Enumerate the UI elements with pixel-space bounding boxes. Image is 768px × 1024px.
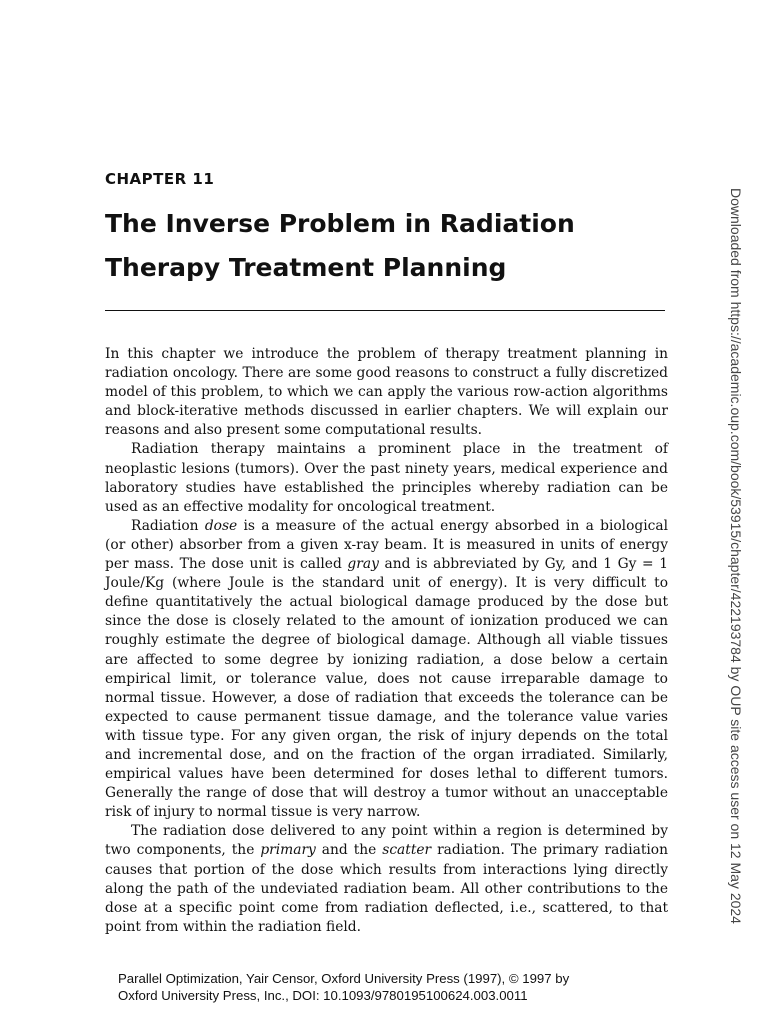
- footer-line-2: Oxford University Press, Inc., DOI: 10.1093/9780195100624.003.0011: [118, 988, 528, 1003]
- paragraph-1: In this chapter we introduce the problem of therapy treatment planning in radiation oncology. There are some good reasons to construct a fully discretized model of this problem, to which we can apply the various row-action algorithms and block-iterative methods discussed in earlier chapters. We will explain our reasons and also present some computational results.: [105, 346, 668, 439]
- paragraph-3: [105, 517, 668, 823]
- paragraph-4: [105, 822, 668, 937]
- paragraph-4-text-b: and the: [315, 842, 383, 859]
- body-text: [105, 345, 668, 937]
- paragraph-4-text-c: radiation. The primary radiation causes that portion of the dose which results from interactions lying directly along the path of the undeviated radiation beam. All other contributions to the dose at a specific point come from radiation deflected, i.e., scattered, to that point from within the radiation field.: [105, 842, 668, 935]
- term-dose: dose: [204, 517, 238, 534]
- title-rule: [105, 310, 665, 311]
- chapter-title: The Inverse Problem in Radiation Therapy Treatment Planning: [105, 209, 575, 282]
- footer-line-1: Parallel Optimization, Yair Censor, Oxford University Press (1997), © 1997 by: [118, 971, 570, 986]
- paragraph-2: Radiation therapy maintains a prominent place in the treatment of neoplastic lesions (tumors). Over the past ninety years, medical experience and laboratory studies have established the principles whereby radiation can be used as an effective modality for oncological treatment.: [105, 441, 668, 515]
- term-gray: gray: [347, 556, 379, 573]
- chapter-label: CHAPTER 11: [105, 170, 215, 188]
- paragraph-3-text-a: Radiation: [131, 517, 205, 534]
- download-watermark: [724, 188, 748, 924]
- download-watermark-text: Downloaded from https://academic.oup.com/book/53915/chapter/422193784 by OUP site access user on 12 May 2024: [728, 188, 744, 924]
- term-primary: primary: [260, 842, 316, 859]
- paragraph-3-text-c: and is abbreviated by Gy, and 1 Gy = 1 Joule/Kg (where Joule is the standard unit of energy). It is very difficult to define quantitatively the actual biological damage produced by the dose but since the dose is closely related to the amount of ionization produced we can roughly estimate the degree of biological damage. Although all viable tissues are affected to some degree by ionizing radiation, a dose below a certain empirical limit, or tolerance value, does not cause irreparable damage to normal tissue. However, a dose of radiation that exceeds the tolerance can be expected to cause permanent tissue damage, and the tolerance value varies with tissue type. For any given organ, the risk of injury depends on the total and incremental dose, and on the fraction of the organ irradiated. Similarly, empirical values have been determined for doses lethal to different tumors. Generally the range of dose that will destroy a tumor without an unacceptable risk of injury to normal tissue is very narrow.: [105, 556, 668, 821]
- paragraph-3-text-b: is a measure of the actual energy absorbed in a biological (or other) absorber from a given x-ray beam. It is measured in units of energy per mass. The dose unit is called: [105, 517, 669, 573]
- page-footer: [118, 970, 638, 1004]
- term-scatter: scatter: [382, 842, 432, 859]
- paragraph-4-text-a: The radiation dose delivered to any point within a region is determined by two components, the: [105, 823, 668, 859]
